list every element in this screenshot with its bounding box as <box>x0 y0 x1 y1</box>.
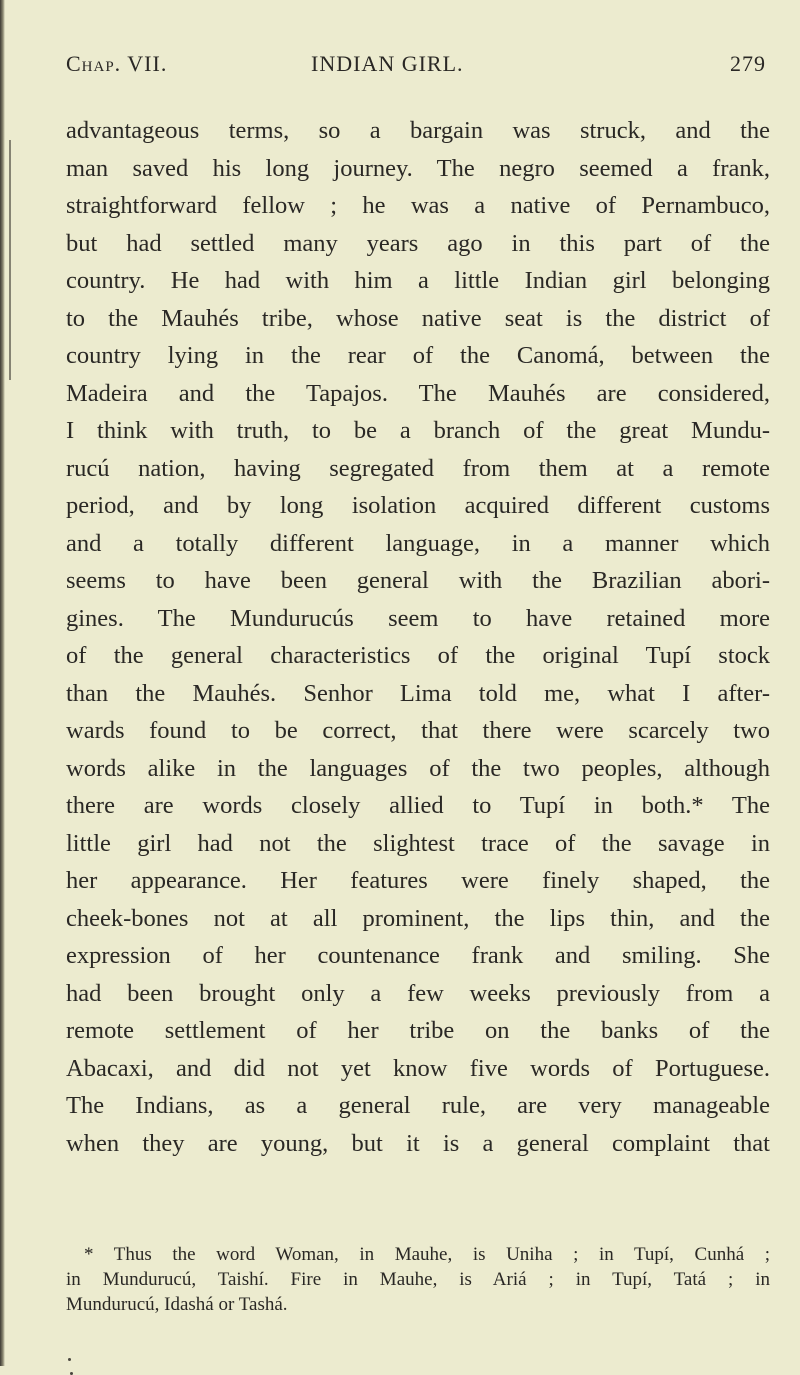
body-line: of the general characteristics of the original Tupí stock <box>66 642 770 669</box>
body-line: Abacaxi, and did not yet know five words of Portuguese. <box>66 1054 770 1082</box>
body-line: straightforward fellow ; he was a native of Pernambuco, <box>66 192 770 219</box>
body-line: country lying in the rear of the Canomá, between the <box>66 342 770 369</box>
running-title: INDIAN GIRL. <box>311 51 464 76</box>
body-line: but had settled many years ago in this part of the <box>66 229 770 257</box>
body-line: I think with truth, to be a branch of the great Mundu- <box>66 417 770 444</box>
chapter-label: Chap. VII. <box>66 51 168 76</box>
body-text <box>66 112 770 1162</box>
body-line: than the Mauhés. Senhor Lima told me, what I after- <box>66 679 770 707</box>
page-binding-edge <box>0 0 5 1366</box>
body-line: cheek-bones not at all prominent, the lips thin, and the <box>66 904 770 932</box>
body-line: and a totally different language, in a manner which <box>66 529 770 557</box>
body-line: The Indians, as a general rule, are very manageable <box>66 1092 770 1119</box>
footnote-line: Mundurucú, Idashá or Tashá. <box>66 1294 288 1315</box>
print-speck <box>68 1358 71 1361</box>
footnote <box>66 1242 770 1317</box>
body-line: gines. The Mundurucús seem to have retained more <box>66 604 770 632</box>
body-line: expression of her countenance frank and smiling. She <box>66 942 770 969</box>
body-line: seems to have been general with the Brazilian abori- <box>66 567 770 594</box>
running-header <box>66 51 766 91</box>
body-line: her appearance. Her features were finely shaped, the <box>66 867 770 894</box>
body-line: wards found to be correct, that there were scarcely two <box>66 717 770 744</box>
body-line: to the Mauhés tribe, whose native seat is the district of <box>66 304 770 332</box>
page-number: 279 <box>730 51 766 76</box>
body-line: little girl had not the slightest trace of the savage in <box>66 829 770 857</box>
page-binding-mark <box>9 140 11 380</box>
body-line: when they are young, but it is a general complaint that <box>66 1129 770 1157</box>
body-line: advantageous terms, so a bargain was struck, and the <box>66 117 770 144</box>
body-line: country. He had with him a little Indian girl belonging <box>66 267 770 294</box>
body-line: there are words closely allied to Tupí in both.* The <box>66 792 770 819</box>
body-line: period, and by long isolation acquired different customs <box>66 492 770 519</box>
body-line: Madeira and the Tapajos. The Mauhés are considered, <box>66 379 770 407</box>
footnote-line: * Thus the word Woman, in Mauhe, is Uniha ; in Tupí, Cunhá ; <box>84 1244 770 1265</box>
body-line: rucú nation, having segregated from them at a remote <box>66 454 770 482</box>
footnote-line: in Mundurucú, Taishí. Fire in Mauhe, is Ariá ; in Tupí, Tatá ; in <box>66 1269 770 1290</box>
body-line: man saved his long journey. The negro seemed a frank, <box>66 154 770 182</box>
body-line: words alike in the languages of the two peoples, although <box>66 754 770 782</box>
body-line: remote settlement of her tribe on the banks of the <box>66 1017 770 1044</box>
body-line: had been brought only a few weeks previously from a <box>66 979 770 1007</box>
